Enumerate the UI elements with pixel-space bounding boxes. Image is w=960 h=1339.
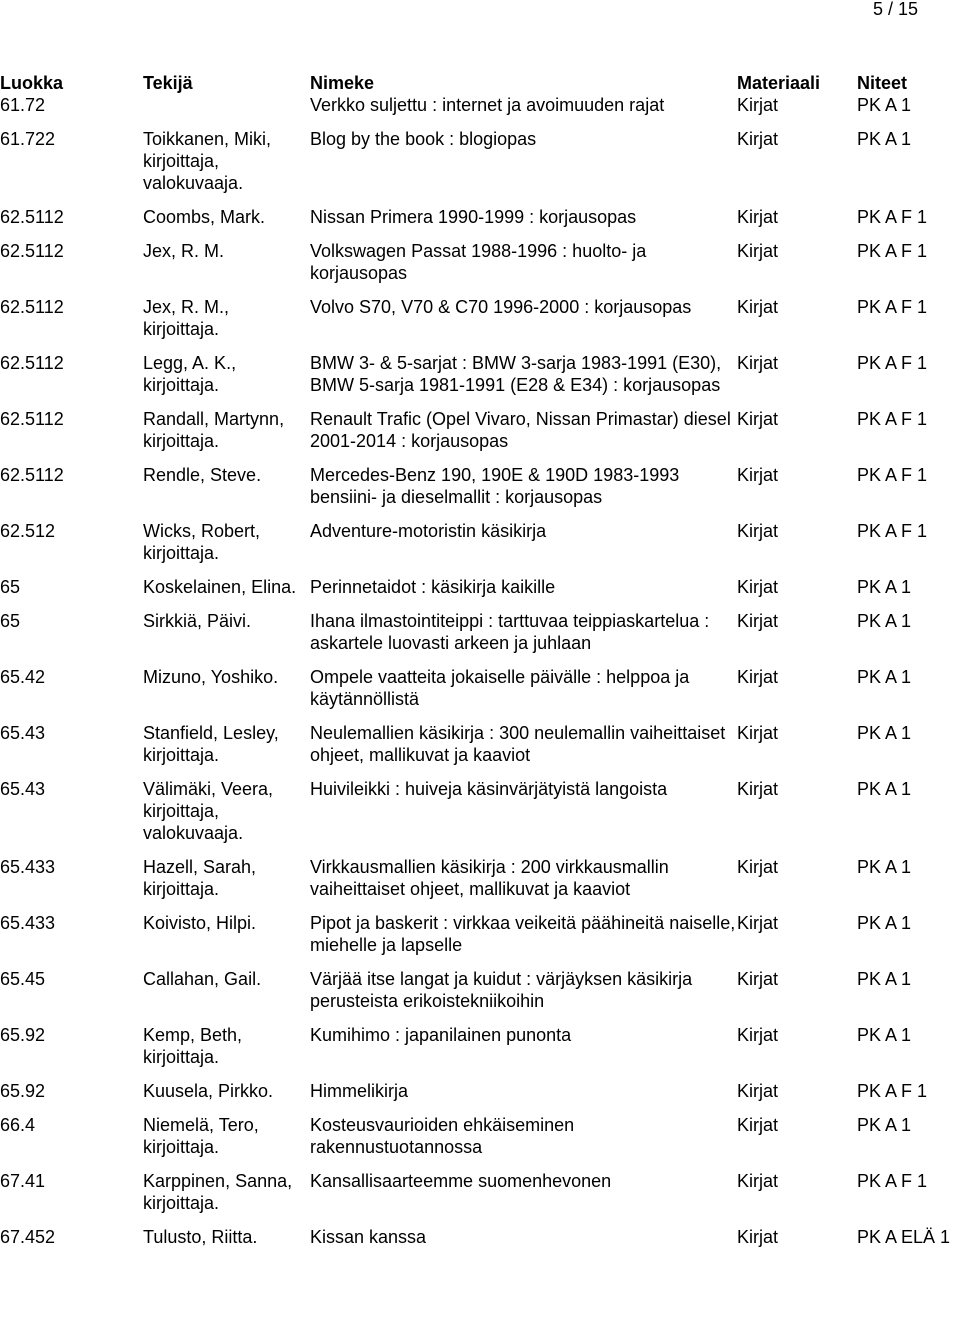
- cell-materiaali: Kirjat: [737, 1227, 779, 1247]
- header-materiaali: Materiaali: [737, 73, 821, 93]
- table-row: [0, 1226, 960, 1260]
- cell-tekija: Randall, Martynn, kirjoittaja.: [143, 409, 285, 451]
- cell-luokka: 67.452: [0, 1227, 56, 1247]
- table-row: [0, 520, 960, 576]
- cell-tekija: Kemp, Beth, kirjoittaja.: [143, 1025, 243, 1067]
- cell-luokka: 66.4: [0, 1115, 36, 1135]
- cell-luokka: 62.5112: [0, 297, 64, 317]
- table-row: [0, 912, 960, 968]
- table-row: [0, 778, 960, 856]
- cell-niteet: PK A 1: [857, 129, 912, 149]
- cell-niteet: PK A F 1: [857, 465, 928, 485]
- table-row: [0, 856, 960, 912]
- cell-nimeke: Renault Trafic (Opel Vivaro, Nissan Primastar) diesel 2001-2014 : korjausopas: [310, 409, 731, 451]
- cell-materiaali: Kirjat: [737, 1025, 779, 1045]
- cell-tekija: Legg, A. K., kirjoittaja.: [143, 353, 237, 395]
- cell-niteet: PK A F 1: [857, 1081, 928, 1101]
- cell-niteet: PK A F 1: [857, 353, 928, 373]
- header-luokka: Luokka: [0, 73, 64, 93]
- cell-materiaali: Kirjat: [737, 465, 779, 485]
- cell-niteet: PK A 1: [857, 95, 912, 115]
- cell-materiaali: Kirjat: [737, 779, 779, 799]
- table-row: [0, 1080, 960, 1114]
- cell-nimeke: Adventure-motoristin käsikirja: [310, 521, 547, 541]
- cell-niteet: PK A F 1: [857, 1171, 928, 1191]
- cell-niteet: PK A 1: [857, 667, 912, 687]
- table-row: [0, 94, 960, 128]
- table-row: [0, 666, 960, 722]
- cell-nimeke: Mercedes-Benz 190, 190E & 190D 1983-1993 bensiini- ja dieselmallit : korjausopas: [310, 465, 680, 507]
- table-row: [0, 1170, 960, 1226]
- catalog-table: [0, 72, 960, 1260]
- cell-nimeke: Pipot ja baskerit : virkkaa veikeitä päähineitä naiselle, miehelle ja lapselle: [310, 913, 736, 955]
- cell-luokka: 62.5112: [0, 465, 64, 485]
- cell-nimeke: Ihana ilmastointiteippi : tarttuvaa teippiaskartelua : askartele luovasti arkeen ja juhlaan: [310, 611, 710, 653]
- cell-materiaali: Kirjat: [737, 129, 779, 149]
- cell-niteet: PK A 1: [857, 857, 912, 877]
- cell-luokka: 65.43: [0, 779, 46, 799]
- cell-nimeke: Verkko suljettu : internet ja avoimuuden rajat: [310, 95, 665, 115]
- cell-niteet: PK A 1: [857, 611, 912, 631]
- cell-luokka: 62.5112: [0, 353, 64, 373]
- cell-luokka: 65.43: [0, 723, 46, 743]
- cell-materiaali: Kirjat: [737, 611, 779, 631]
- cell-niteet: PK A 1: [857, 913, 912, 933]
- cell-niteet: PK A F 1: [857, 241, 928, 261]
- table-row: [0, 610, 960, 666]
- cell-materiaali: Kirjat: [737, 857, 779, 877]
- cell-tekija: Wicks, Robert, kirjoittaja.: [143, 521, 261, 563]
- cell-materiaali: Kirjat: [737, 353, 779, 373]
- cell-tekija: Hazell, Sarah, kirjoittaja.: [143, 857, 257, 899]
- cell-niteet: PK A 1: [857, 1115, 912, 1135]
- cell-materiaali: Kirjat: [737, 577, 779, 597]
- cell-luokka: 65: [0, 577, 21, 597]
- table-row: [0, 206, 960, 240]
- header-tekija: Tekijä: [143, 73, 193, 93]
- cell-tekija: Sirkkiä, Päivi.: [143, 611, 252, 631]
- table-row: [0, 352, 960, 408]
- cell-niteet: PK A ELÄ 1: [857, 1227, 951, 1247]
- cell-materiaali: Kirjat: [737, 241, 779, 261]
- cell-luokka: 62.5112: [0, 241, 64, 261]
- cell-luokka: 65.92: [0, 1025, 46, 1045]
- cell-nimeke: Neulemallien käsikirja : 300 neulemallin vaiheittaiset ohjeet, mallikuvat ja kaaviot: [310, 723, 726, 765]
- cell-luokka: 62.5112: [0, 207, 64, 227]
- cell-tekija: Callahan, Gail.: [143, 969, 262, 989]
- cell-tekija: [143, 94, 310, 128]
- cell-niteet: PK A 1: [857, 779, 912, 799]
- table-row: [0, 128, 960, 206]
- cell-nimeke: Himmelikirja: [310, 1081, 408, 1101]
- cell-niteet: PK A 1: [857, 1025, 912, 1045]
- cell-materiaali: Kirjat: [737, 297, 779, 317]
- cell-luokka: 67.41: [0, 1171, 46, 1191]
- cell-materiaali: Kirjat: [737, 1081, 779, 1101]
- cell-tekija: Niemelä, Tero, kirjoittaja.: [143, 1115, 259, 1157]
- header-niteet: Niteet: [857, 73, 908, 93]
- cell-niteet: PK A 1: [857, 577, 912, 597]
- cell-luokka: 65.433: [0, 857, 56, 877]
- cell-niteet: PK A F 1: [857, 409, 928, 429]
- cell-nimeke: Volvo S70, V70 & C70 1996-2000 : korjausopas: [310, 297, 692, 317]
- table-header-row: [0, 72, 960, 94]
- cell-tekija: Jex, R. M., kirjoittaja.: [143, 297, 230, 339]
- cell-luokka: 65: [0, 611, 21, 631]
- cell-nimeke: Kissan kanssa: [310, 1227, 427, 1247]
- cell-tekija: Välimäki, Veera, kirjoittaja, valokuvaaja.: [143, 779, 274, 843]
- table-row: [0, 722, 960, 778]
- cell-niteet: PK A F 1: [857, 297, 928, 317]
- table-row: [0, 968, 960, 1024]
- cell-materiaali: Kirjat: [737, 207, 779, 227]
- table-row: [0, 1114, 960, 1170]
- cell-tekija: Koivisto, Hilpi.: [143, 913, 257, 933]
- cell-luokka: 65.42: [0, 667, 46, 687]
- cell-tekija: Toikkanen, Miki, kirjoittaja, valokuvaaja.: [143, 129, 272, 193]
- cell-luokka: 62.512: [0, 521, 56, 541]
- cell-materiaali: Kirjat: [737, 1171, 779, 1191]
- table-row: [0, 240, 960, 296]
- cell-luokka: 65.433: [0, 913, 56, 933]
- cell-luokka: 61.72: [0, 95, 46, 115]
- page-number: 5 / 15: [872, 0, 918, 19]
- table-row: [0, 408, 960, 464]
- cell-materiaali: Kirjat: [737, 723, 779, 743]
- cell-tekija: Rendle, Steve.: [143, 465, 262, 485]
- cell-nimeke: Virkkausmallien käsikirja : 200 virkkausmallin vaiheittaiset ohjeet, mallikuvat ja kaaviot: [310, 857, 669, 899]
- cell-nimeke: Kansallisaarteemme suomenhevonen: [310, 1171, 612, 1191]
- cell-materiaali: Kirjat: [737, 913, 779, 933]
- cell-tekija: Tulusto, Riitta.: [143, 1227, 258, 1247]
- cell-tekija: Jex, R. M.: [143, 241, 225, 261]
- cell-materiaali: Kirjat: [737, 409, 779, 429]
- cell-materiaali: Kirjat: [737, 521, 779, 541]
- cell-nimeke: Kumihimo : japanilainen punonta: [310, 1025, 572, 1045]
- cell-nimeke: Huivileikki : huiveja käsinvärjätyistä langoista: [310, 779, 668, 799]
- header-nimeke: Nimeke: [310, 73, 375, 93]
- table-row: [0, 296, 960, 352]
- cell-nimeke: Värjää itse langat ja kuidut : värjäyksen käsikirja perusteista erikoistekniikoihin: [310, 969, 693, 1011]
- cell-tekija: Mizuno, Yoshiko.: [143, 667, 279, 687]
- cell-niteet: PK A F 1: [857, 521, 928, 541]
- table-row: [0, 576, 960, 610]
- cell-niteet: PK A 1: [857, 969, 912, 989]
- cell-luokka: 65.45: [0, 969, 46, 989]
- cell-luokka: 65.92: [0, 1081, 46, 1101]
- table-row: [0, 464, 960, 520]
- cell-tekija: Coombs, Mark.: [143, 207, 266, 227]
- cell-materiaali: Kirjat: [737, 95, 779, 115]
- cell-tekija: Kuusela, Pirkko.: [143, 1081, 274, 1101]
- cell-nimeke: Kosteusvaurioiden ehkäiseminen rakennustuotannossa: [310, 1115, 575, 1157]
- cell-niteet: PK A 1: [857, 723, 912, 743]
- cell-tekija: Karppinen, Sanna, kirjoittaja.: [143, 1171, 293, 1213]
- cell-nimeke: BMW 3- & 5-sarjat : BMW 3-sarja 1983-1991 (E30), BMW 5-sarja 1981-1991 (E28 & E34) : korjausopas: [310, 353, 722, 395]
- cell-nimeke: Volkswagen Passat 1988-1996 : huolto- ja korjausopas: [310, 241, 647, 283]
- cell-tekija: Stanfield, Lesley, kirjoittaja.: [143, 723, 279, 765]
- cell-materiaali: Kirjat: [737, 1115, 779, 1135]
- cell-nimeke: Nissan Primera 1990-1999 : korjausopas: [310, 207, 637, 227]
- cell-nimeke: Blog by the book : blogiopas: [310, 129, 537, 149]
- cell-materiaali: Kirjat: [737, 667, 779, 687]
- cell-niteet: PK A F 1: [857, 207, 928, 227]
- cell-luokka: 61.722: [0, 129, 56, 149]
- cell-nimeke: Perinnetaidot : käsikirja kaikille: [310, 577, 556, 597]
- cell-tekija: Koskelainen, Elina.: [143, 577, 297, 597]
- table-body: [0, 94, 960, 1260]
- cell-nimeke: Ompele vaatteita jokaiselle päivälle : helppoa ja käytännöllistä: [310, 667, 690, 709]
- cell-luokka: 62.5112: [0, 409, 64, 429]
- cell-materiaali: Kirjat: [737, 969, 779, 989]
- table-row: [0, 1024, 960, 1080]
